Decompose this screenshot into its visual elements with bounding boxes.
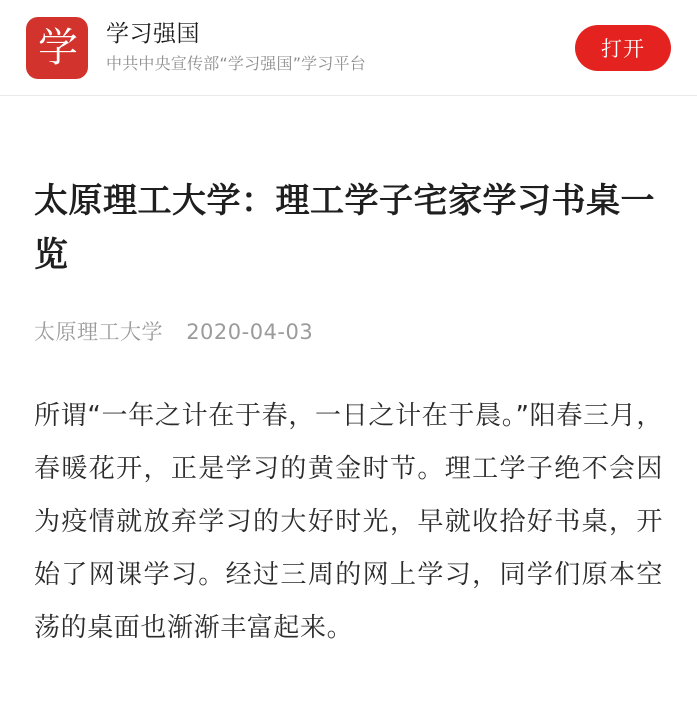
article-meta [34,318,663,346]
article-date: 2020-04-03 [186,320,314,344]
article-content [0,96,697,655]
app-promo-banner[interactable] [0,0,697,96]
app-name: 学习强国 [106,21,200,47]
logo-glyph: 学 [38,24,76,71]
article-paragraph: 所谓“一年之计在于春，一日之计在于晨。”阳春三月，春暖花开，正是学习的黄金时节。理工学子绝不会因为疫情就放弃学习的大好时光，早就收拾好书桌，开始了网课学习。经过三周的网上学习，同学们原本空荡的桌面也渐渐丰富起来。 [34,401,663,643]
xuexi-qiangguo-logo-icon [26,17,88,79]
page-title: 太原理工大学：理工学子宅家学习书桌一览 [34,181,655,275]
app-description: 中共中央宣传部“学习强国”学习平台 [106,54,366,73]
open-app-button[interactable]: 打开 [575,25,671,71]
article-source: 太原理工大学 [34,320,163,344]
app-promo-text [106,19,575,76]
